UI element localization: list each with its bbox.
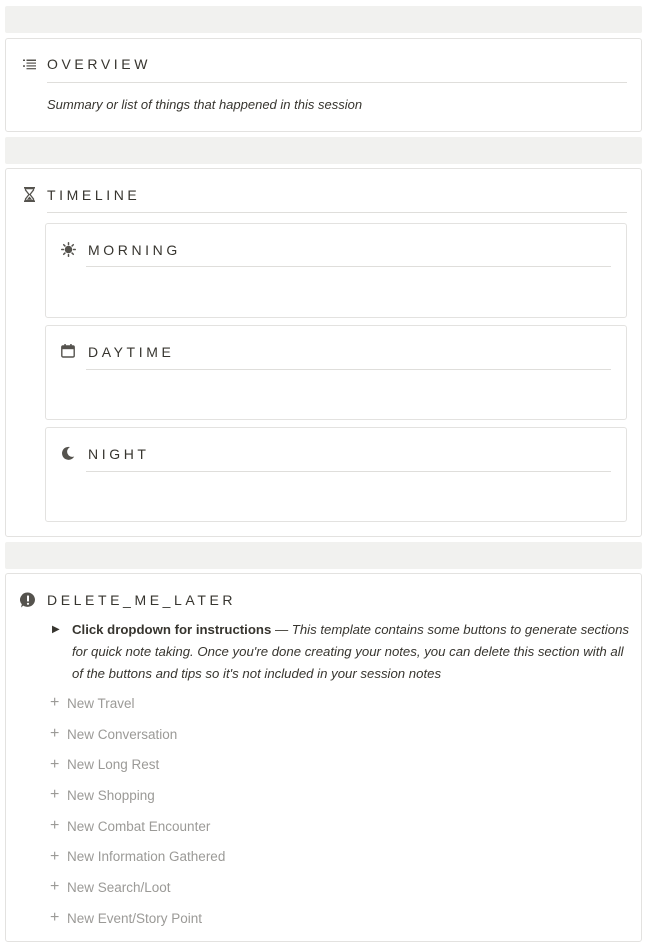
button-label: New Information Gathered [67, 849, 226, 865]
plus-icon: + [50, 786, 60, 804]
new-long-rest-button[interactable] [50, 749, 225, 780]
plus-icon: + [50, 725, 60, 743]
plus-icon: + [50, 755, 60, 773]
delete-me-later-heading: DELETE_ME_LATER [47, 592, 237, 608]
night-divider [86, 471, 611, 472]
spacer-bar [5, 542, 642, 569]
timeline-callout [5, 168, 642, 537]
sun-icon [60, 241, 76, 257]
plus-icon: + [50, 817, 60, 835]
night-heading: NIGHT [88, 446, 150, 462]
top-spacer-bar [5, 6, 642, 33]
plus-icon: + [50, 694, 60, 712]
instructions-toggle[interactable] [52, 619, 630, 685]
moon-icon [60, 445, 76, 461]
overview-divider [47, 82, 627, 83]
template-buttons [50, 688, 225, 934]
exclamation-icon [20, 592, 36, 608]
overview-heading: OVERVIEW [47, 56, 152, 72]
daytime-heading: DAYTIME [88, 344, 175, 360]
new-search-loot-button[interactable] [50, 872, 225, 903]
morning-divider [86, 266, 611, 267]
new-event-story-point-button[interactable] [50, 903, 225, 934]
list-icon [21, 56, 37, 72]
daytime-divider [86, 369, 611, 370]
overview-callout [5, 38, 642, 132]
toggle-triangle-icon[interactable]: ▶ [52, 624, 60, 635]
toggle-italic-text: This template contains some buttons to generate sections for quick note taking. Once you're done creating your notes, you can delete this section with all of the buttons and tips so it's not included in your session notes [72, 622, 629, 681]
plus-icon: + [50, 909, 60, 927]
new-combat-encounter-button[interactable] [50, 811, 225, 842]
timeline-divider [47, 212, 627, 213]
toggle-dash: — [271, 622, 292, 637]
new-information-gathered-button[interactable] [50, 841, 225, 872]
spacer-bar [5, 137, 642, 164]
plus-icon: + [50, 847, 60, 865]
new-travel-button[interactable] [50, 688, 225, 719]
morning-heading: MORNING [88, 242, 181, 258]
button-label: New Conversation [67, 726, 178, 742]
overview-summary[interactable]: Summary or list of things that happened in this session [47, 97, 363, 112]
delete-me-later-callout [5, 573, 642, 942]
button-label: New Long Rest [67, 757, 160, 773]
button-label: New Event/Story Point [67, 910, 203, 926]
night-callout [45, 427, 627, 522]
button-label: New Combat Encounter [67, 818, 211, 834]
daytime-callout [45, 325, 627, 420]
button-label: New Shopping [67, 787, 155, 803]
plus-icon: + [50, 878, 60, 896]
new-shopping-button[interactable] [50, 780, 225, 811]
button-label: New Travel [67, 695, 135, 711]
button-label: New Search/Loot [67, 879, 171, 895]
toggle-bold-text: Click dropdown for instructions [72, 622, 272, 637]
timeline-heading: TIMELINE [47, 187, 141, 203]
new-conversation-button[interactable] [50, 719, 225, 750]
morning-callout [45, 223, 627, 318]
hourglass-icon [21, 186, 37, 202]
calendar-icon [60, 343, 76, 359]
